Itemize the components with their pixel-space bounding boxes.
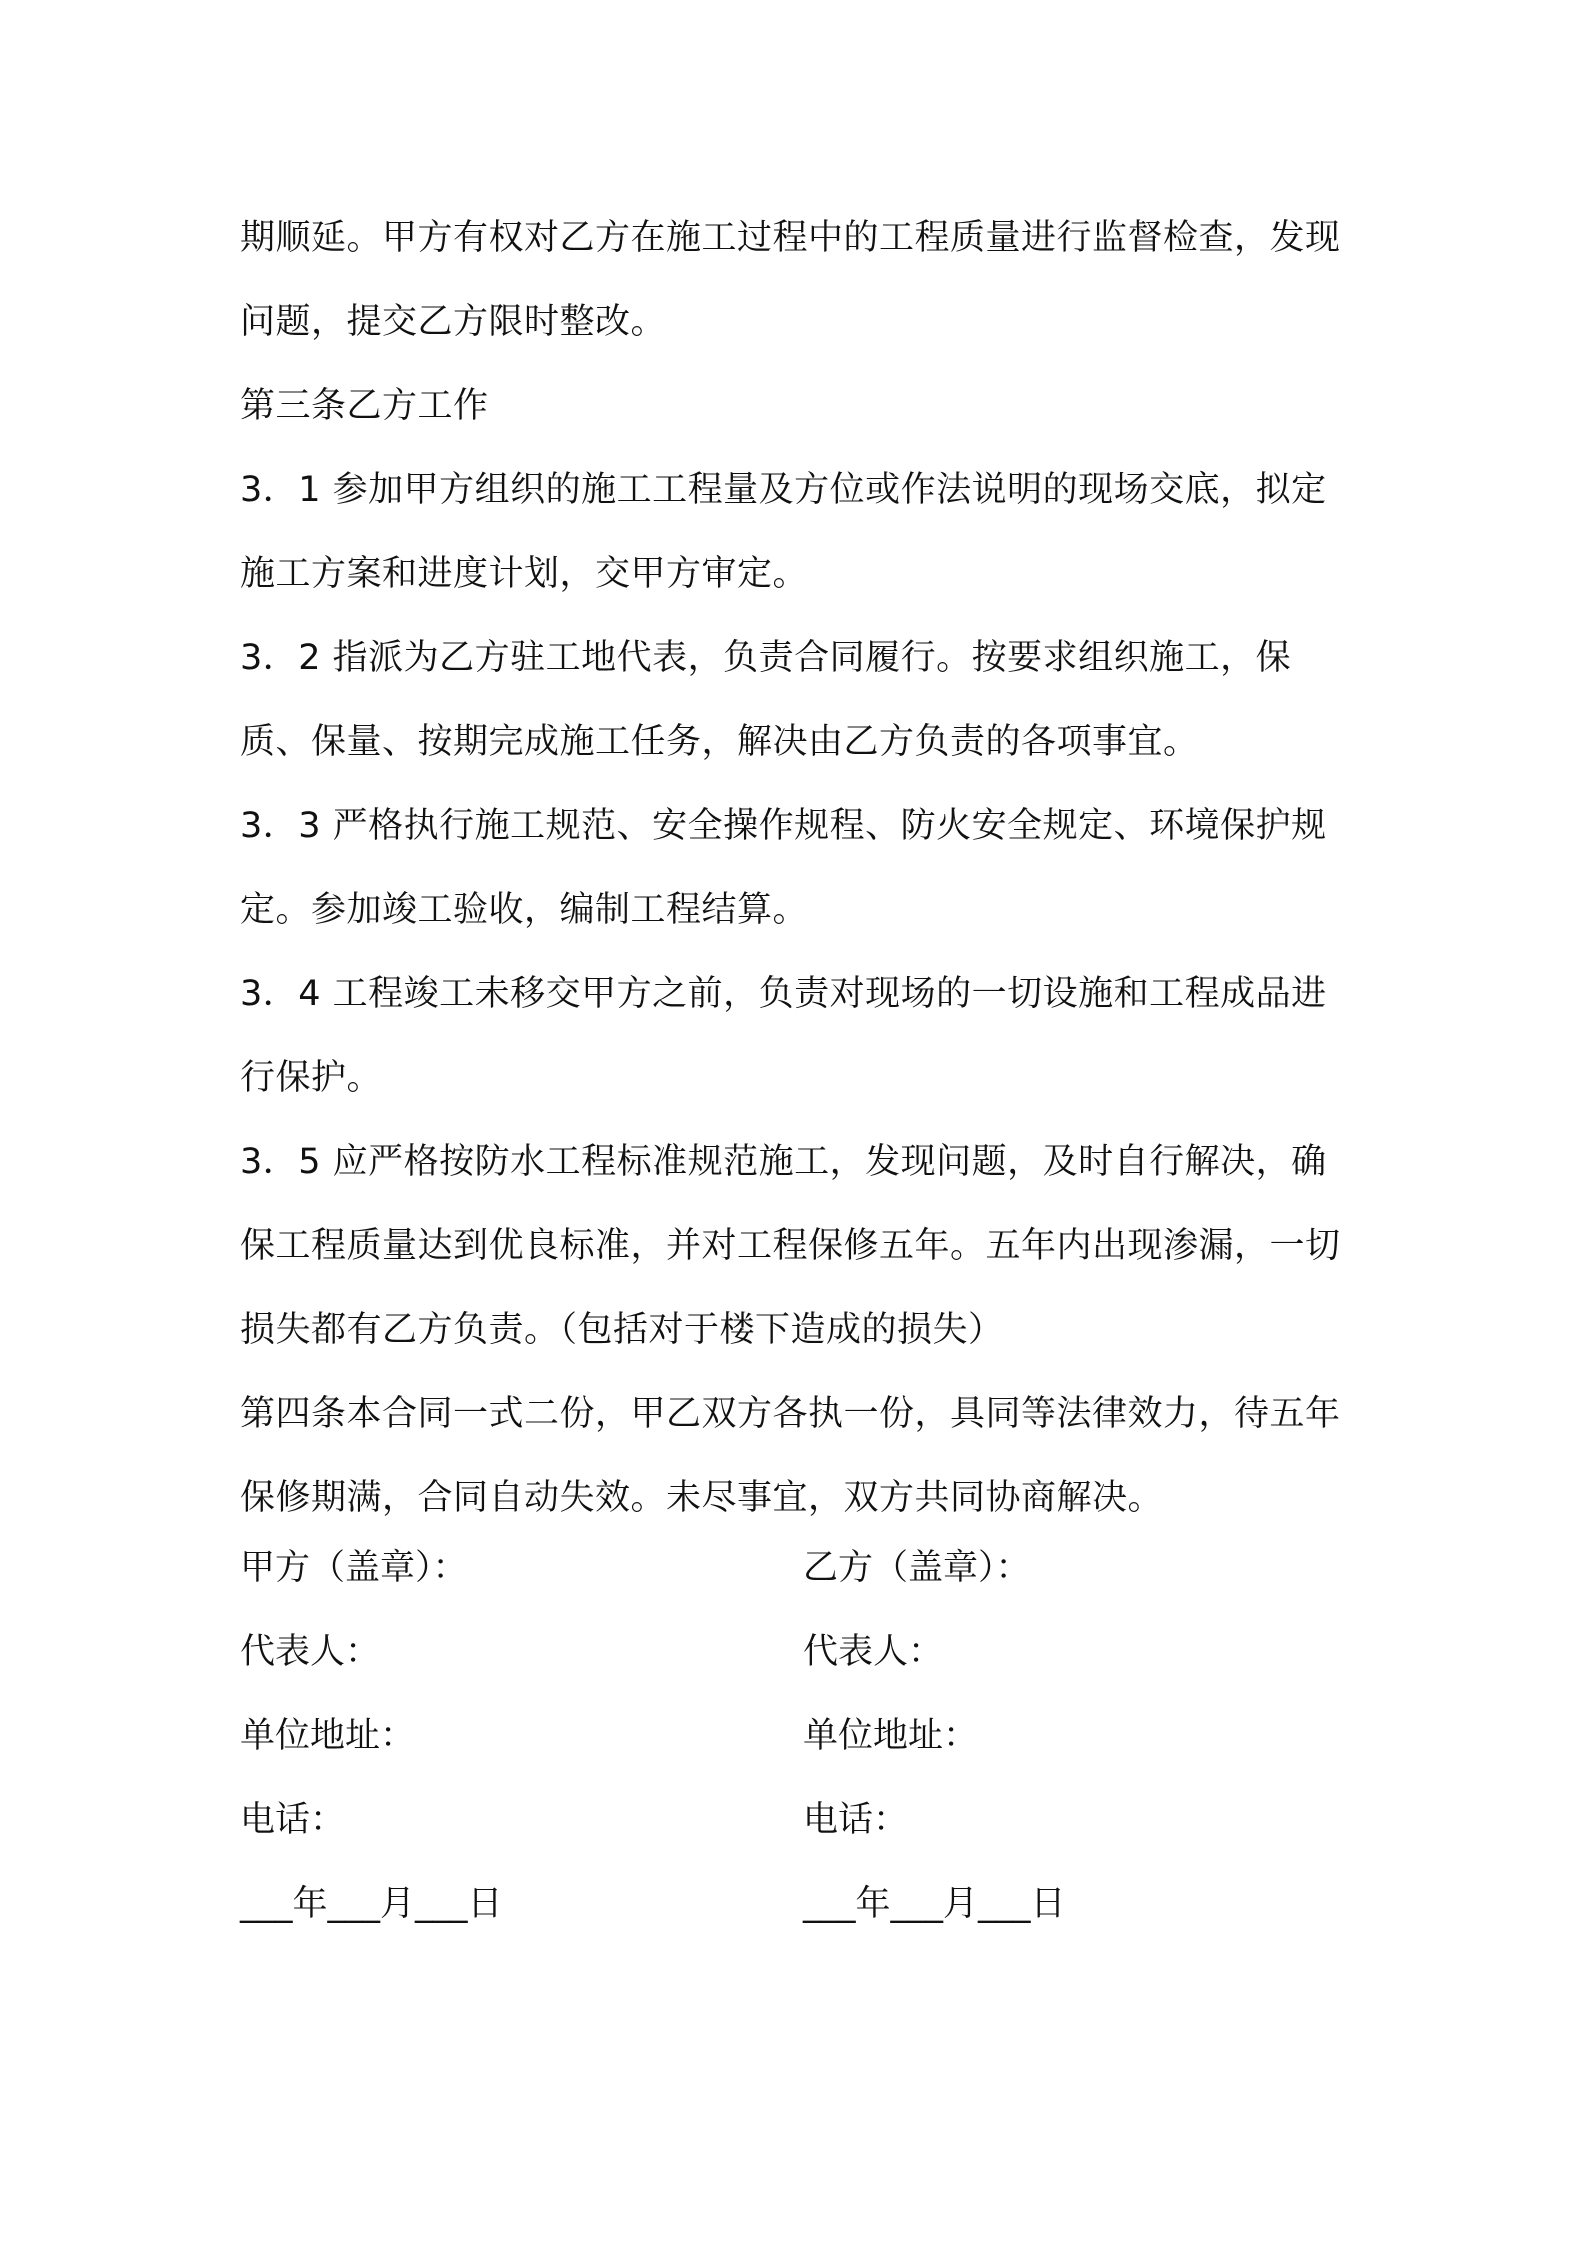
clause-3-4: 3．4 工程竣工未移交甲方之前，负责对现场的一切设施和工程成品进行保护。: [240, 974, 1327, 1098]
signature-row-date: [240, 1862, 1360, 1946]
clause-3-2: 3．2 指派为乙方驻工地代表，负责合同履行。按要求组织施工，保质、保量、按期完成施工任务，解决由乙方负责的各项事宜。: [240, 638, 1292, 762]
party-b-address-label: 单位地址：: [803, 1716, 979, 1756]
signature-row-phone: [240, 1778, 1360, 1862]
party-b-phone-label: 电话：: [803, 1800, 909, 1840]
clause-3-5: 3．5 应严格按防水工程标准规范施工，发现问题，及时自行解决，确保工程质量达到优良标准，并对工程保修五年。五年内出现渗漏，一切损失都有乙方负责。（包括对于楼下造成的损失）: [240, 1142, 1341, 1350]
clause-3-3: 3．3 严格执行施工规范、安全操作规程、防火安全规定、环境保护规定。参加竣工验收，编制工程结算。: [240, 806, 1327, 930]
party-b-representative-label: 代表人：: [803, 1632, 944, 1672]
signature-row-address: [240, 1694, 1360, 1778]
party-a-seal-label: 甲方（盖章）：: [240, 1548, 468, 1588]
section-heading-article-3: 第三条乙方工作: [240, 386, 489, 426]
clause-3-1: 3．1 参加甲方组织的施工工程量及方位或作法说明的现场交底，拟定施工方案和进度计划，交甲方审定。: [240, 470, 1327, 594]
signature-row-representative: [240, 1610, 1360, 1694]
party-a-representative-label: 代表人：: [240, 1632, 381, 1672]
article-4: 第四条本合同一式二份，甲乙双方各执一份，具同等法律效力，待五年保修期满，合同自动失效。未尽事宜，双方共同协商解决。: [240, 1394, 1341, 1518]
party-a-address-label: 单位地址：: [240, 1716, 416, 1756]
contract-body: [240, 196, 1360, 1540]
party-a-phone-label: 电话：: [240, 1800, 346, 1840]
party-b-date-line: ___年___月___日: [803, 1884, 1066, 1924]
party-a-date-line: ___年___月___日: [240, 1884, 503, 1924]
party-b-seal-label: 乙方（盖章）：: [803, 1548, 1031, 1588]
signature-row-seal: [240, 1526, 1360, 1610]
paragraph-quality-inspection: 期顺延。甲方有权对乙方在施工过程中的工程质量进行监督检查，发现问题，提交乙方限时整改。: [240, 218, 1341, 342]
signature-block: [240, 1526, 1360, 1946]
